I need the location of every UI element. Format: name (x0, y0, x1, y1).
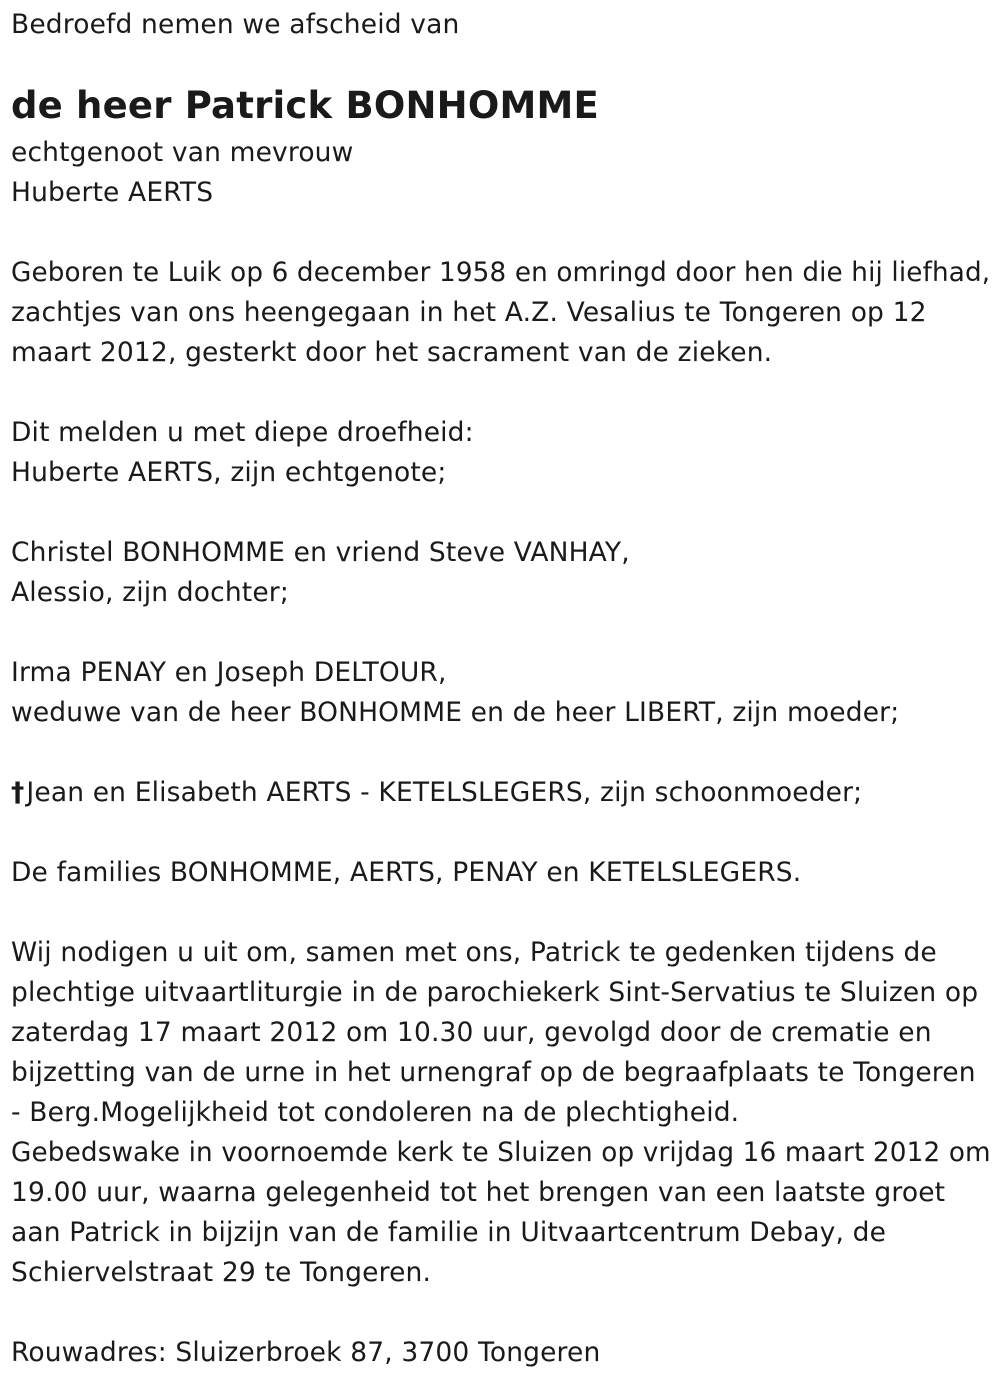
daughter-line: Christel BONHOMME en vriend Steve VANHAY, (11, 537, 630, 568)
family-spouse: Huberte AERTS, zijn echtgenote; (11, 457, 447, 488)
invitation-line: Schiervelstraat 29 te Tongeren. (11, 1257, 432, 1288)
birth-paragraph-line: maart 2012, gesterkt door het sacrament van de zieken. (11, 337, 773, 368)
invitation-line: bijzetting van de urne in het urnengraf op de begraafplaats te Tongeren (11, 1057, 976, 1088)
birth-paragraph-line: zachtjes van ons heengegaan in het A.Z. Vesalius te Tongeren op 12 (11, 297, 927, 328)
invitation-line: zaterdag 17 maart 2012 om 10.30 uur, gevolgd door de crematie en (11, 1017, 932, 1048)
families-line: De families BONHOMME, AERTS, PENAY en KETELSLEGERS. (11, 857, 802, 888)
intro-text: Bedroefd nemen we afscheid van (11, 9, 460, 40)
invitation-line: plechtige uitvaartliturgie in de parochiekerk Sint-Servatius te Sluizen op (11, 977, 979, 1008)
in-laws-text: Jean en Elisabeth AERTS - KETELSLEGERS, zijn schoonmoeder; (26, 777, 863, 808)
deceased-name: de heer Patrick BONHOMME (11, 84, 600, 127)
announce-line: Dit melden u met diepe droefheid: (11, 417, 474, 448)
cross-icon: † (11, 777, 25, 808)
mourning-address: Rouwadres: Sluizerbroek 87, 3700 Tongeren (11, 1337, 601, 1368)
invitation-line: Gebedswake in voornoemde kerk te Sluizen op vrijdag 16 maart 2012 om (11, 1138, 991, 1168)
daughter-line: Alessio, zijn dochter; (11, 577, 289, 608)
spouse-line-2: Huberte AERTS (11, 177, 214, 208)
spouse-line-1: echtgenoot van mevrouw (11, 137, 354, 168)
invitation-line: aan Patrick in bijzijn van de familie in Uitvaartcentrum Debay, de (11, 1217, 887, 1248)
invitation-line: - Berg.Mogelijkheid tot condoleren na de plechtigheid. (11, 1097, 740, 1128)
invitation-line: Wij nodigen u uit om, samen met ons, Patrick te gedenken tijdens de (11, 937, 937, 968)
mother-line: Irma PENAY en Joseph DELTOUR, (11, 657, 447, 688)
mother-line: weduwe van de heer BONHOMME en de heer LIBERT, zijn moeder; (11, 697, 900, 728)
in-laws-line (11, 773, 862, 813)
invitation-line: 19.00 uur, waarna gelegenheid tot het brengen van een laatste groet (11, 1177, 946, 1208)
birth-paragraph-line: Geboren te Luik op 6 december 1958 en omringd door hen die hij liefhad, (11, 258, 991, 288)
